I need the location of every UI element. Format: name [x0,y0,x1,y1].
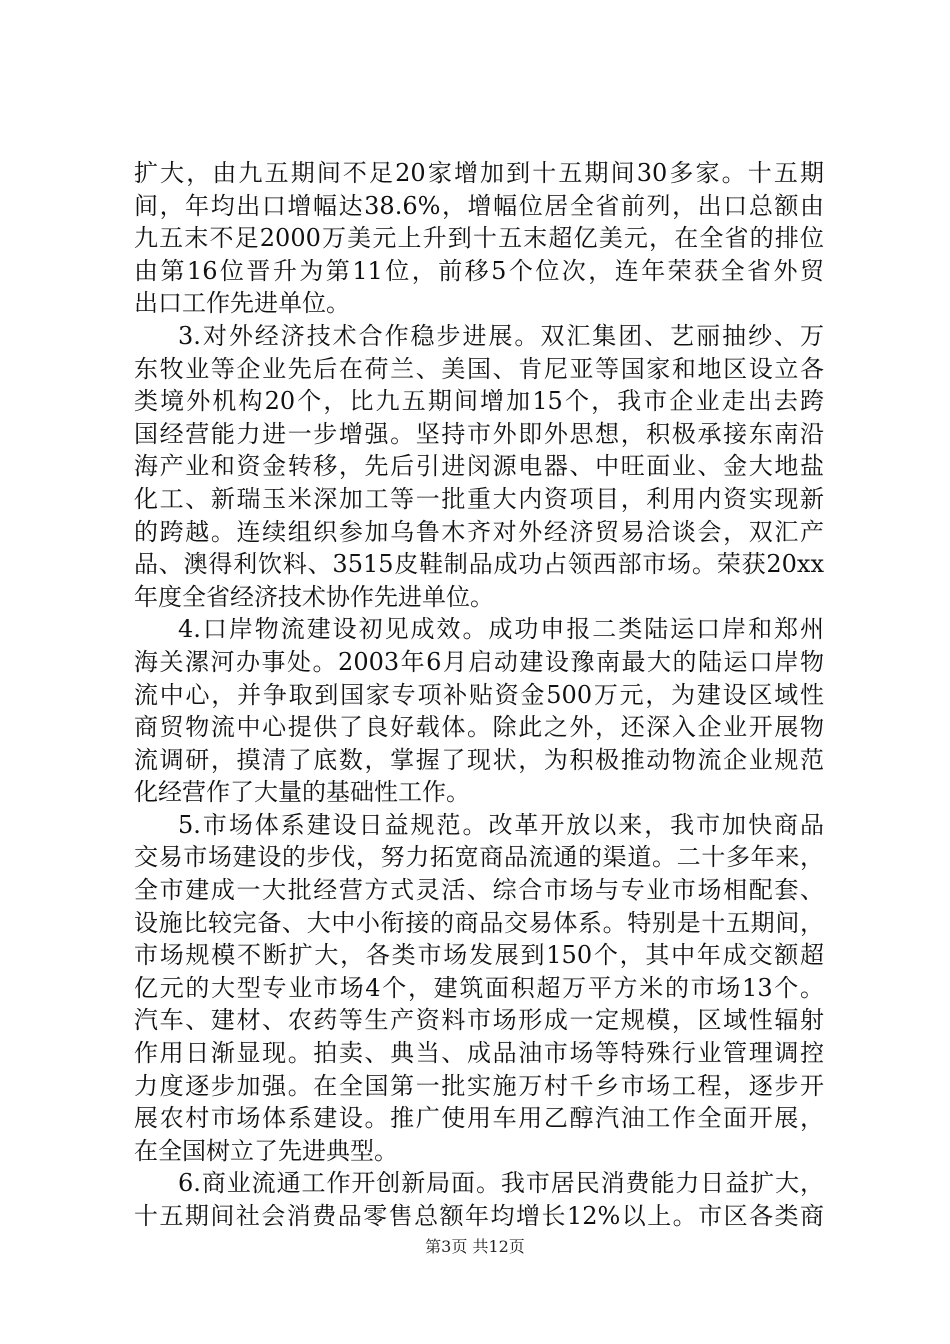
text-line: 品、澳得利饮料、3515皮鞋制品成功占领西部市场。荣获20xx [134,550,824,579]
text-line: 化工、新瑞玉米深加工等一批重大内资项目，利用内资实现新 [134,484,824,513]
text-line: 3.对外经济技术合作稳步进展。双汇集团、艺丽抽纱、万 [178,321,824,350]
text-line: 汽车、建材、农药等生产资料市场形成一定规模，区域性辐射 [134,1006,824,1035]
text-line: 交易市场建设的步伐，努力拓宽商品流通的渠道。二十多年来， [134,843,824,872]
text-line: 海产业和资金转移，先后引进闵源电器、中旺面业、金大地盐 [134,452,824,481]
text-line: 商贸物流中心提供了良好载体。除此之外，还深入企业开展物 [134,713,824,742]
page-footer: 第3页 共12页 [425,1237,525,1256]
text-line: 设施比较完备、大中小衔接的商品交易体系。特别是十五期间， [134,908,824,937]
text-line: 力度逐步加强。在全国第一批实施万村千乡市场工程，逐步开 [134,1071,824,1100]
text-line: 5.市场体系建设日益规范。改革开放以来，我市加快商品 [178,810,824,839]
text-line: 作用日渐显现。拍卖、典当、成品油市场等特殊行业管理调控 [134,1039,824,1068]
text-line: 的跨越。连续组织参加乌鲁木齐对外经济贸易洽谈会，双汇产 [134,517,824,546]
text-line: 流中心，并争取到国家专项补贴资金500万元，为建设区域性 [134,680,824,709]
text-line: 国经营能力进一步增强。坚持市外即外思想，积极承接东南沿 [134,419,824,448]
text-line: 年度全省经济技术协作先进单位。 [134,582,494,611]
text-line: 化经营作了大量的基础性工作。 [134,778,470,807]
body-text [134,157,824,1233]
text-line: 展农村市场体系建设。推广使用车用乙醇汽油工作全面开展， [134,1104,824,1133]
text-line: 扩大，由九五期间不足20家增加到十五期间30多家。十五期 [134,159,824,187]
text-line: 由第16位晋升为第11位，前移5个位次，连年荣获全省外贸 [134,256,824,285]
text-line: 间，年均出口增幅达38.6%，增幅位居全省前列，出口总额由 [134,191,824,220]
text-line: 海关漯河办事处。2003年6月启动建设豫南最大的陆运口岸物 [134,647,824,676]
text-line: 出口工作先进单位。 [134,289,350,318]
text-line: 全市建成一大批经营方式灵活、综合市场与专业市场相配套、 [134,876,824,905]
text-line: 市场规模不断扩大，各类市场发展到150个，其中年成交额超 [134,941,824,970]
text-line: 九五末不足2000万美元上升到十五末超亿美元，在全省的排位 [134,224,824,253]
text-line: 流调研，摸清了底数，掌握了现状，为积极推动物流企业规范 [134,745,824,774]
text-line: 在全国树立了先进典型。 [134,1136,398,1165]
text-line: 东牧业等企业先后在荷兰、美国、肯尼亚等国家和地区设立各 [134,354,824,383]
text-line: 十五期间社会消费品零售总额年均增长12%以上。市区各类商 [134,1202,824,1230]
text-line: 4.口岸物流建设初见成效。成功申报二类陆运口岸和郑州 [178,615,824,644]
text-line: 类境外机构20个，比九五期间增加15个，我市企业走出去跨 [134,387,824,416]
text-line: 亿元的大型专业市场4个，建筑面积超万平方米的市场13个。 [134,973,824,1002]
text-line: 6.商业流通工作开创新局面。我市居民消费能力日益扩大， [178,1169,824,1198]
